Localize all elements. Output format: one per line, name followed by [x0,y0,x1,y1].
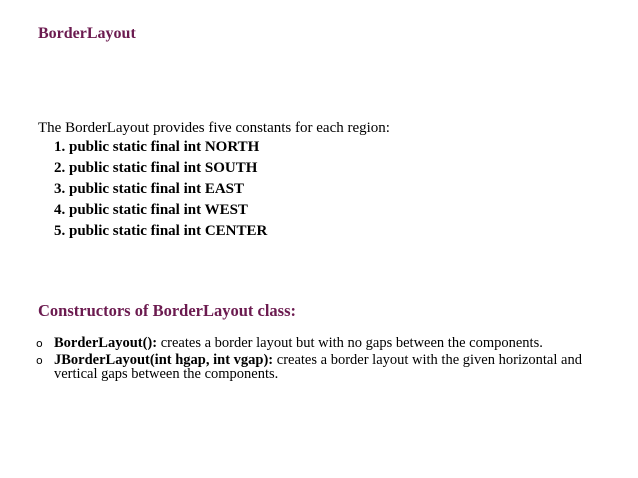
slide-title: BorderLayout [38,25,136,42]
constant-item-west: 4. public static final int WEST [54,202,248,218]
constructor-signature: JBorderLayout(int hgap, int vgap): [54,352,274,368]
bullet-icon: o [36,337,43,350]
constant-item-east: 3. public static final int EAST [54,181,245,197]
constructors-list [36,336,616,381]
constructor-item [36,353,616,381]
constructor-item [36,336,616,350]
constants-list [54,137,267,242]
constructor-description: creates a border layout but with no gaps between the components. [157,335,543,351]
constant-item-south: 2. public static final int SOUTH [54,160,258,176]
bullet-icon: o [36,354,43,367]
constant-item-center: 5. public static final int CENTER [54,223,268,239]
intro-text: The BorderLayout provides five constants for each region: [38,120,390,136]
constructor-description: creates a border layout with the given horizontal and vertical gaps between the components. [54,352,582,382]
constructors-heading: Constructors of BorderLayout class: [38,301,297,320]
constructor-signature: BorderLayout(): [54,335,158,351]
constant-item-north: 1. public static final int NORTH [54,139,260,155]
